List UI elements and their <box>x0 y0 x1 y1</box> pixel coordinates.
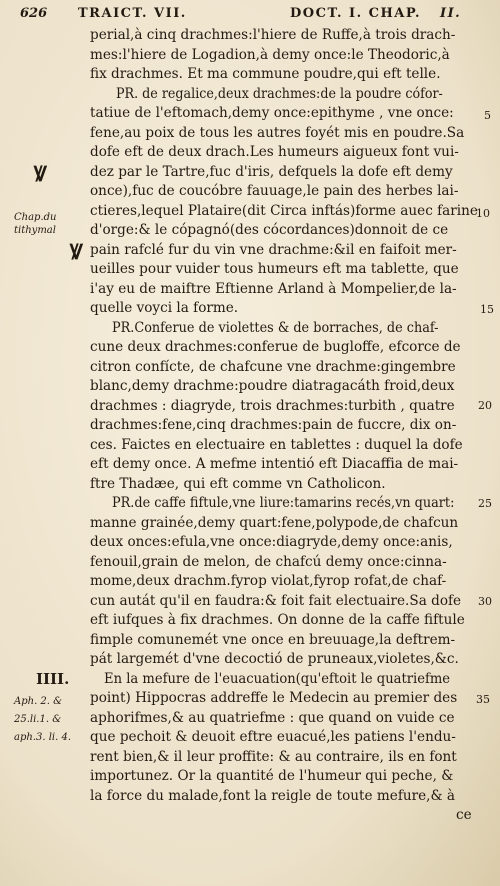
margin-note: tithymal <box>14 225 56 236</box>
text-line: fene,au poix de tous les autres foyét mis en poudre.Sa <box>90 124 465 141</box>
margin-note: aph.3. li. 4. <box>14 732 71 743</box>
text-line: citron confícte, de chafcune vne drachme:gingembre <box>90 358 456 375</box>
text-line: En la mefure de l'euacuation(qu'eftoit le quatriefme <box>104 670 451 687</box>
running-header <box>0 4 500 26</box>
text-line: tatiue de l'eftomach,demy once:epithyme , vne once: <box>90 105 454 121</box>
text-line: once),fuc de coucóbre fauuage,le pain des herbes lai- <box>90 183 459 199</box>
section-numeral: IIII. <box>36 670 70 688</box>
line-number: 20 <box>478 399 492 412</box>
text-line: drachmes : diagryde, trois drachmes:turbith , quatre <box>90 397 455 414</box>
text-line: PR.Conferue de violettes & de borraches, de chaf- <box>112 319 439 336</box>
text-line: ctieres,lequel Plataire(dit Circa inftás)forme auec farine <box>90 202 478 219</box>
text-line: PR.de caffe fiftule,vne liure:tamarins recés,vn quart: <box>112 495 455 511</box>
text-line: que pechoit & deuoit eftre euacué,les patiens l'endu- <box>90 729 456 745</box>
text-line: dez par le Tartre,fuc d'iris, defquels la dofe eft demy <box>90 163 453 180</box>
margin-note: 25.li.1. & <box>14 714 62 725</box>
text-line: point) Hippocras addreffe le Medecin au premier des <box>90 690 458 706</box>
text-line: i'ay eu de maiftre Eftienne Arland à Mompelier,de la- <box>90 280 457 297</box>
text-line: dofe eft de deux drach.Les humeurs aigueux font vui- <box>90 144 459 160</box>
text-line: PR. de regalice,deux drachmes:de la poudre cófor- <box>116 85 443 102</box>
text-line: fix drachmes. Et ma commune poudre,qui eft telle. <box>90 66 441 82</box>
margin-note: Aph. 2. & <box>14 696 63 707</box>
text-line: drachmes:fene,cinq drachmes:pain de fuccre, dix on- <box>90 417 457 433</box>
text-line: eft demy once. A mefme intentió eft Diacaffia de mai- <box>90 456 459 472</box>
header-chapter-number: II. <box>440 6 462 21</box>
margin-note: Chap.du <box>14 212 57 223</box>
text-line: la force du malade,font la reigle de toute mefure,& à <box>90 787 456 804</box>
header-doctrine-chapter: DOCT. I. CHAP. <box>290 6 421 21</box>
text-line: cun autát qu'il en faudra:& foit fait electuaire.Sa dofe <box>90 592 462 609</box>
text-line: pain rafclé fur du vin vne drachme:&il en faifoit mer- <box>90 241 457 258</box>
text-line: aphorifmes,& au quatriefme : que quand on vuide ce <box>90 709 455 726</box>
line-number: 10 <box>476 207 490 220</box>
text-line: fimple comunemét vne once en breuuage,la deftrem- <box>90 631 456 648</box>
text-line: importunez. Or la quantité de l'humeur qui peche, & <box>90 768 454 784</box>
text-line: cune deux drachmes:conferue de bugloffe, efcorce de <box>90 339 461 355</box>
catchword: ce <box>456 807 472 823</box>
text-line: blanc,demy drachme:poudre diatragacáth froid,deux <box>90 378 455 394</box>
text-line: mes:l'hiere de Logadion,à demy once:le Theodoric,à <box>90 46 450 63</box>
margin-mark: Ꝟ <box>34 161 47 186</box>
line-number: 25 <box>478 497 492 510</box>
text-line: pát largemét d'vne decoctió de pruneaux,violetes,&c. <box>90 651 459 667</box>
line-number: 35 <box>476 693 490 706</box>
text-line: ces. Faictes en electuaire en tablettes : duquel la dofe <box>90 436 463 453</box>
text-line: quelle voyci la forme. <box>90 300 239 316</box>
text-line: mome,deux drachm.fyrop violat,fyrop rofat,de chaf- <box>90 573 447 589</box>
line-number: 30 <box>478 595 492 608</box>
text-line: manne grainée,demy quart:fene,polypode,de chafcun <box>90 514 459 531</box>
text-line: rent bien,& il leur proffite: & au contraire, ils en font <box>90 748 457 765</box>
line-number: 15 <box>480 303 494 316</box>
page-number: 626 <box>20 6 48 21</box>
text-line: eft iufques à fix drachmes. On donne de la caffe fiftule <box>90 612 465 628</box>
margin-mark: Ꝟ <box>70 239 83 264</box>
text-line: perial,à cinq drachmes:l'hiere de Ruffe,à trois drach- <box>90 27 456 43</box>
header-treatise: TRAICT. VII. <box>78 6 187 21</box>
text-line: fenouil,grain de melon, de chafcú demy once:cinna- <box>90 553 447 570</box>
text-line: ftre Thadæe, qui eft comme vn Catholicon. <box>90 475 386 492</box>
text-block <box>0 26 500 886</box>
line-number: 5 <box>484 109 491 122</box>
text-line: deux onces:efula,vne once:diagryde,demy once:anis, <box>90 534 453 550</box>
text-line: d'orge:& le cópagnó(des cócordances)donnoit de ce <box>90 222 449 238</box>
text-line: ueilles pour vuider tous humeurs eft ma tablette, que <box>90 261 459 277</box>
